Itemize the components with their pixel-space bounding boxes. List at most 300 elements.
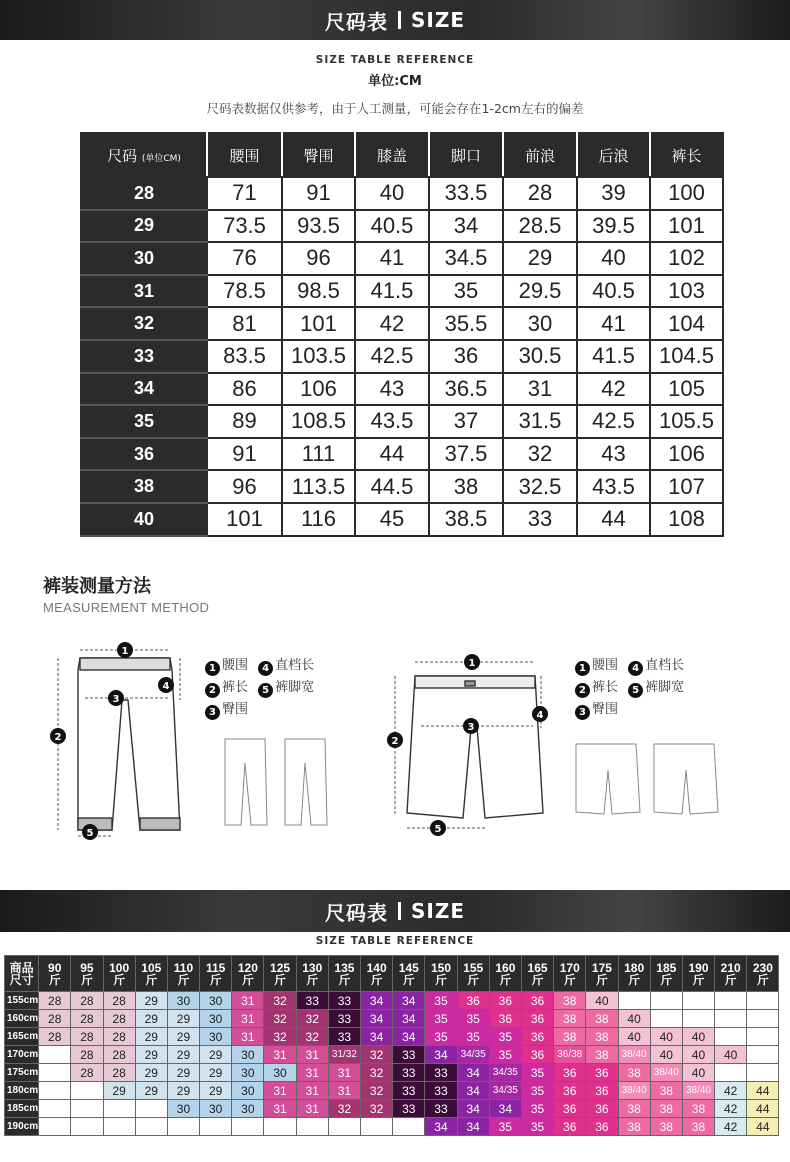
height-label: 180cm	[5, 1082, 39, 1100]
size-cell: 28	[103, 1046, 135, 1064]
size-cell	[715, 992, 747, 1010]
banner-title-en: SIZE	[410, 8, 465, 32]
size-cell: 30	[167, 1100, 199, 1118]
size-cell: 78.5	[207, 275, 282, 308]
size-cell: 28	[103, 1010, 135, 1028]
size-cell: 43	[577, 438, 650, 471]
weight-row	[5, 1082, 779, 1100]
size-row-label: 38	[81, 470, 207, 503]
height-label: 190cm	[5, 1118, 39, 1136]
size-cell: 40	[650, 1028, 682, 1046]
weight-row	[5, 1028, 779, 1046]
size-cell: 29	[167, 1064, 199, 1082]
marker-label: 1	[121, 646, 129, 657]
measurement-note: 尺码表数据仅供参考，由于人工测量，可能会存在1-2cm左右的偏差	[206, 101, 584, 116]
legend-label: 直档长	[275, 658, 315, 673]
size-cell: 40	[586, 992, 618, 1010]
size-cell: 36	[586, 1100, 618, 1118]
banner2-title-en: SIZE	[410, 899, 465, 923]
size-cell: 35	[425, 1028, 457, 1046]
weight-row	[5, 992, 779, 1010]
size-cell: 29	[167, 1046, 199, 1064]
size-cell: 28	[39, 1010, 71, 1028]
size-cell: 30	[503, 307, 577, 340]
size-table-subtitle: SIZE TABLE REFERENCE	[315, 54, 475, 66]
size-cell: 108	[650, 503, 723, 536]
size-cell	[747, 1028, 779, 1046]
size-cell: 40	[682, 1046, 714, 1064]
size-cell: 33	[393, 1100, 425, 1118]
size-cell: 29	[200, 1082, 232, 1100]
size-cell: 91	[207, 438, 282, 471]
size-cell	[682, 992, 714, 1010]
size-cell: 33.5	[429, 177, 503, 210]
size-row-label: 34	[81, 373, 207, 406]
weight-unit: 斤	[692, 972, 705, 987]
size-cell: 103	[650, 275, 723, 308]
size-cell: 31.5	[503, 405, 577, 438]
weight-value: 135	[334, 960, 355, 975]
size-cell: 32.5	[503, 470, 577, 503]
height-label: 185cm	[5, 1100, 39, 1118]
size-cell: 34	[457, 1064, 489, 1082]
legend-label: 臀围	[592, 702, 619, 717]
weight-header	[296, 956, 328, 992]
size-cell: 33	[328, 1010, 360, 1028]
size-cell: 35	[429, 275, 503, 308]
size-cell: 36	[429, 340, 503, 373]
weight-unit: 斤	[595, 972, 608, 987]
size-row	[81, 405, 723, 438]
weight-unit: 斤	[338, 972, 351, 987]
size-cell: 31	[296, 1100, 328, 1118]
size-row	[81, 503, 723, 536]
size-cell: 41	[577, 307, 650, 340]
size-cell: 105	[650, 373, 723, 406]
size-cell: 34	[361, 992, 393, 1010]
size-cell: 29	[135, 1082, 167, 1100]
size-cell: 32	[503, 438, 577, 471]
size-cell: 28	[71, 1064, 103, 1082]
legend-label: 裤脚宽	[275, 680, 315, 695]
size-cell: 38/40	[682, 1082, 714, 1100]
size-cell: 34.5	[429, 242, 503, 275]
size-cell: 39	[577, 177, 650, 210]
size-cell	[650, 1010, 682, 1028]
size-row-label: 30	[81, 242, 207, 275]
size-cell: 35	[489, 1118, 521, 1136]
legend-num: 2	[205, 683, 220, 698]
weight-height-table	[4, 955, 779, 1136]
size-cell: 91	[282, 177, 355, 210]
size-cell: 36	[521, 1010, 553, 1028]
weight-value: 140	[366, 960, 387, 975]
marker-label: 1	[468, 658, 476, 669]
weight-value: 180	[624, 960, 645, 975]
size-cell	[200, 1118, 232, 1136]
size-cell: 28	[39, 1028, 71, 1046]
size-cell: 30	[200, 1100, 232, 1118]
legend-num: 1	[575, 661, 590, 676]
size-cell: 34/35	[489, 1064, 521, 1082]
size-col-label: 尺码	[107, 146, 138, 165]
size-cell: 32	[296, 1028, 328, 1046]
size-cell: 35	[521, 1064, 553, 1082]
weight-header	[393, 956, 425, 992]
size-cell: 43	[355, 373, 429, 406]
size-cell: 28.5	[503, 210, 577, 243]
size-cell	[393, 1118, 425, 1136]
size-cell: 36	[554, 1100, 586, 1118]
weight-row	[5, 1064, 779, 1082]
size-cell: 32	[296, 1010, 328, 1028]
size-cell: 41.5	[355, 275, 429, 308]
size-cell: 30	[232, 1064, 264, 1082]
size-row	[81, 177, 723, 210]
size-cell: 96	[282, 242, 355, 275]
size-cell: 29	[167, 1082, 199, 1100]
size-cell: 42.5	[577, 405, 650, 438]
size-cell	[296, 1118, 328, 1136]
size-cell: 29	[135, 1010, 167, 1028]
size-cell: 40	[682, 1028, 714, 1046]
size-cell: 31	[296, 1064, 328, 1082]
marker-label: 5	[434, 824, 442, 835]
size-cell: 36/38	[554, 1046, 586, 1064]
weight-header	[232, 956, 264, 992]
size-cell: 36	[586, 1118, 618, 1136]
size-cell: 43.5	[577, 470, 650, 503]
size-cell: 29	[167, 1028, 199, 1046]
size-cell: 43.5	[355, 405, 429, 438]
size-table-header-row	[81, 133, 723, 177]
weight-unit: 斤	[209, 972, 222, 987]
size-cell: 28	[71, 992, 103, 1010]
size-cell: 106	[650, 438, 723, 471]
size-cell: 34	[457, 1082, 489, 1100]
shorts-back-icon	[654, 744, 718, 814]
height-label: 160cm	[5, 1010, 39, 1028]
weight-unit: 斤	[241, 972, 254, 987]
size-cell: 41.5	[577, 340, 650, 373]
size-cell: 28	[503, 177, 577, 210]
size-cell: 29.5	[503, 275, 577, 308]
size-cell: 102	[650, 242, 723, 275]
size-cell: 44	[747, 1082, 779, 1100]
weight-value: 120	[237, 960, 258, 975]
size-row	[81, 275, 723, 308]
size-cell	[650, 992, 682, 1010]
size-cell: 34	[429, 210, 503, 243]
weight-header	[747, 956, 779, 992]
size-cell: 38	[554, 1028, 586, 1046]
size-table	[80, 132, 724, 537]
size-cell: 44	[355, 438, 429, 471]
size-cell: 100	[650, 177, 723, 210]
weight-header	[586, 956, 618, 992]
weight-header	[200, 956, 232, 992]
size-cell: 29	[503, 242, 577, 275]
weight-header	[715, 956, 747, 992]
size-cell: 29	[200, 1064, 232, 1082]
size-cell: 32	[361, 1064, 393, 1082]
banner-title-cn: 尺码表	[324, 9, 388, 34]
size-cell: 32	[328, 1100, 360, 1118]
size-row-label: 36	[81, 438, 207, 471]
size-cell: 32	[264, 992, 296, 1010]
size-cell: 40	[715, 1046, 747, 1064]
height-label: 175cm	[5, 1064, 39, 1082]
size-cell	[715, 1028, 747, 1046]
size-row	[81, 340, 723, 373]
weight-header	[167, 956, 199, 992]
size-cell: 29	[135, 1064, 167, 1082]
size-cell: 35	[489, 1028, 521, 1046]
size-cell: 29	[135, 992, 167, 1010]
size-cell: 106	[282, 373, 355, 406]
size-cell: 35.5	[429, 307, 503, 340]
size-cell: 40	[650, 1046, 682, 1064]
size-cell: 33	[425, 1100, 457, 1118]
size-cell: 31	[232, 992, 264, 1010]
size-cell: 35	[521, 1100, 553, 1118]
size-cell: 37	[429, 405, 503, 438]
weight-value: 210	[720, 960, 741, 975]
size-cell: 104	[650, 307, 723, 340]
size-cell: 32	[361, 1082, 393, 1100]
col-header: 腰围	[207, 133, 282, 177]
size-cell: 34	[393, 1010, 425, 1028]
size-cell: 38	[618, 1118, 650, 1136]
size-cell: 35	[425, 992, 457, 1010]
size-cell: 35	[521, 1082, 553, 1100]
size-cell: 29	[135, 1046, 167, 1064]
size-cell: 38	[650, 1082, 682, 1100]
size-cell: 39.5	[577, 210, 650, 243]
shorts-front-icon	[576, 744, 640, 814]
weight-unit: 斤	[370, 972, 383, 987]
size-cell: 83.5	[207, 340, 282, 373]
size-row	[81, 242, 723, 275]
weight-value: 90	[48, 960, 62, 975]
size-cell: 107	[650, 470, 723, 503]
col-header: 脚口	[429, 133, 503, 177]
size-cell: 33	[425, 1082, 457, 1100]
size-cell: 38	[586, 1010, 618, 1028]
size-cell: 34	[361, 1028, 393, 1046]
size-cell: 42	[715, 1100, 747, 1118]
size-cell: 28	[71, 1046, 103, 1064]
size-row	[81, 373, 723, 406]
weight-value: 145	[398, 960, 419, 975]
size-cell: 32	[361, 1100, 393, 1118]
weight-header	[618, 956, 650, 992]
size-cell: 71	[207, 177, 282, 210]
unit-label: 单位:CM	[368, 74, 422, 89]
size-cell: 38	[554, 1010, 586, 1028]
marker-label: 3	[467, 722, 475, 733]
col-header: 后浪	[577, 133, 650, 177]
size-cell	[103, 1100, 135, 1118]
size-cell: 31	[296, 1046, 328, 1064]
size-row	[81, 470, 723, 503]
size-cell: 105.5	[650, 405, 723, 438]
pants-front-icon	[225, 739, 267, 825]
corner-bottom: 尺寸	[9, 972, 34, 987]
shorts-legend	[575, 655, 684, 721]
legend-label: 直档长	[645, 658, 685, 673]
size-cell: 36	[521, 1046, 553, 1064]
weight-header	[425, 956, 457, 992]
size-cell: 96	[207, 470, 282, 503]
weight-table-body	[5, 992, 779, 1136]
size-cell	[328, 1118, 360, 1136]
size-cell: 38	[682, 1100, 714, 1118]
size-cell: 38	[618, 1064, 650, 1082]
size-cell: 33	[393, 1082, 425, 1100]
size-cell: 36	[521, 992, 553, 1010]
size-cell: 32	[361, 1046, 393, 1064]
col-header: 裤长	[650, 133, 723, 177]
legend-num: 4	[628, 661, 643, 676]
size-cell	[103, 1118, 135, 1136]
size-cell: 45	[355, 503, 429, 536]
weight-header	[554, 956, 586, 992]
size-cell: 44.5	[355, 470, 429, 503]
size-cell	[39, 1100, 71, 1118]
height-label: 165cm	[5, 1028, 39, 1046]
size-cell: 35	[425, 1010, 457, 1028]
weight-header	[39, 956, 71, 992]
marker-label: 4	[162, 681, 170, 692]
weight-unit: 斤	[628, 972, 641, 987]
banner-separator	[398, 11, 401, 29]
size-cell: 38	[586, 1028, 618, 1046]
size-cell	[71, 1118, 103, 1136]
size-cell: 28	[71, 1028, 103, 1046]
size-cell	[747, 1010, 779, 1028]
size-cell: 101	[282, 307, 355, 340]
weight-unit: 斤	[531, 972, 544, 987]
marker-label: 4	[536, 710, 544, 721]
size-cell: 34	[489, 1100, 521, 1118]
size-cell: 36	[521, 1028, 553, 1046]
size-cell: 28	[103, 992, 135, 1010]
weight-value: 150	[430, 960, 451, 975]
size-cell: 73.5	[207, 210, 282, 243]
size-cell: 101	[207, 503, 282, 536]
marker-label: 2	[54, 732, 62, 743]
size-cell: 40	[618, 1010, 650, 1028]
size-cell: 38	[650, 1100, 682, 1118]
size-cell: 37.5	[429, 438, 503, 471]
weight-header	[489, 956, 521, 992]
size-cell	[264, 1118, 296, 1136]
size-cell: 34	[457, 1118, 489, 1136]
weight-unit: 斤	[756, 972, 769, 987]
size-cell: 33	[296, 992, 328, 1010]
size-cell: 42	[715, 1118, 747, 1136]
legend-label: 裤长	[592, 680, 619, 695]
weight-header	[135, 956, 167, 992]
weight-unit: 斤	[724, 972, 737, 987]
shorts-icon	[407, 676, 543, 818]
legend-label: 臀围	[222, 702, 249, 717]
size-cell: 104.5	[650, 340, 723, 373]
weight-header	[328, 956, 360, 992]
weight-value: 170	[559, 960, 580, 975]
weight-row	[5, 1118, 779, 1136]
weight-value: 165	[527, 960, 548, 975]
size-row-label: 31	[81, 275, 207, 308]
marker-label: 3	[112, 694, 120, 705]
size-cell: 42	[355, 307, 429, 340]
size-cell: 29	[200, 1046, 232, 1064]
size-cell	[39, 1118, 71, 1136]
size-cell: 34	[361, 1010, 393, 1028]
legend-label: 腰围	[592, 658, 619, 673]
size-cell: 31	[232, 1028, 264, 1046]
size-cell: 31	[296, 1082, 328, 1100]
size-cell: 33	[503, 503, 577, 536]
pants-back-icon	[285, 739, 327, 825]
size-cell: 40	[618, 1028, 650, 1046]
size-row-label: 29	[81, 210, 207, 243]
col-header: 臀围	[282, 133, 355, 177]
size-cell	[747, 992, 779, 1010]
size-cell: 32	[264, 1010, 296, 1028]
size-cell: 33	[328, 992, 360, 1010]
size-cell: 31/32	[328, 1046, 360, 1064]
weight-value: 175	[591, 960, 612, 975]
size-cell: 40	[577, 242, 650, 275]
legend-label: 裤脚宽	[645, 680, 685, 695]
size-cell: 30	[232, 1082, 264, 1100]
size-cell: 38/40	[650, 1064, 682, 1082]
weight-value: 125	[270, 960, 291, 975]
size-cell: 36	[457, 992, 489, 1010]
size-cell: 29	[135, 1028, 167, 1046]
legend-num: 1	[205, 661, 220, 676]
weight-unit: 斤	[499, 972, 512, 987]
size-cell	[618, 992, 650, 1010]
weight-unit: 斤	[402, 972, 415, 987]
weight-unit: 斤	[80, 972, 93, 987]
size-cell: 108.5	[282, 405, 355, 438]
height-label: 170cm	[5, 1046, 39, 1064]
size-cell: 38/40	[618, 1046, 650, 1064]
size-cell: 30.5	[503, 340, 577, 373]
size-cell: 38/40	[618, 1082, 650, 1100]
size-row-label: 28	[81, 177, 207, 210]
size-cell: 42	[715, 1082, 747, 1100]
weight-value: 105	[141, 960, 162, 975]
weight-row	[5, 1100, 779, 1118]
weight-unit: 斤	[434, 972, 447, 987]
weight-value: 230	[752, 960, 773, 975]
size-cell: 36	[489, 992, 521, 1010]
size-cell	[232, 1118, 264, 1136]
weight-value: 110	[173, 960, 194, 975]
size-cell	[71, 1100, 103, 1118]
size-cell	[135, 1100, 167, 1118]
col-header: 膝盖	[355, 133, 429, 177]
size-cell: 76	[207, 242, 282, 275]
size-cell: 44	[577, 503, 650, 536]
size-cell: 36	[489, 1010, 521, 1028]
size-cell: 28	[39, 992, 71, 1010]
size-cell: 38	[650, 1118, 682, 1136]
